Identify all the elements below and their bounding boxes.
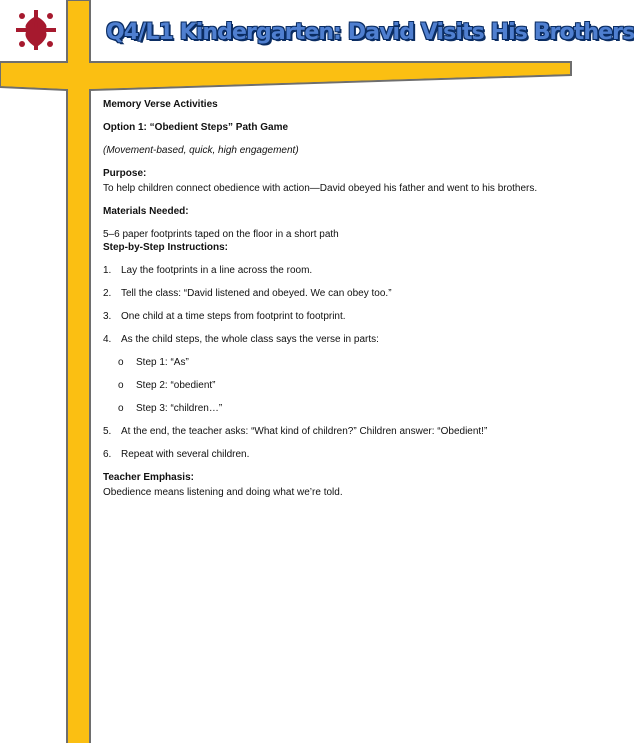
sub-step-item bbox=[103, 356, 543, 369]
step-item bbox=[103, 333, 543, 346]
page-title: Q4/L1 Kindergarten: David Visits His Brothers bbox=[106, 20, 634, 45]
materials-heading: Materials Needed: bbox=[103, 206, 189, 217]
sub-step-item bbox=[103, 402, 543, 415]
step-item bbox=[103, 425, 543, 438]
step-text: Tell the class: “David listened and obeyed. We can obey too.” bbox=[121, 288, 392, 299]
steps-heading: Step-by-Step Instructions: bbox=[103, 242, 229, 253]
emphasis-text: Obedience means listening and doing what we’re told. bbox=[103, 487, 343, 498]
step-item bbox=[103, 448, 543, 461]
purpose-text: To help children connect obedience with action—David obeyed his father and went to his brothers. bbox=[103, 183, 538, 194]
step-text: At the end, the teacher asks: “What kind of children?” Children answer: “Obedient!” bbox=[121, 426, 488, 437]
step-number: 3. bbox=[103, 311, 112, 322]
sub-step-text: Step 3: “children…” bbox=[136, 403, 223, 414]
step-number: 1. bbox=[103, 265, 112, 276]
step-number: 6. bbox=[103, 449, 112, 460]
sub-bullet: o bbox=[118, 380, 124, 391]
step-item bbox=[103, 310, 543, 323]
step-item bbox=[103, 264, 543, 277]
step-item bbox=[103, 287, 543, 300]
materials-text: 5–6 paper footprints taped on the floor in a short path bbox=[103, 229, 339, 240]
step-number: 5. bbox=[103, 426, 112, 437]
sub-bullet: o bbox=[118, 357, 124, 368]
step-text: One child at a time steps from footprint to footprint. bbox=[121, 311, 346, 322]
step-text: Lay the footprints in a line across the room. bbox=[121, 265, 313, 276]
emphasis-heading: Teacher Emphasis: bbox=[103, 472, 194, 483]
step-text: As the child steps, the whole class says the verse in parts: bbox=[121, 334, 379, 345]
step-number: 4. bbox=[103, 334, 112, 345]
step-number: 2. bbox=[103, 288, 112, 299]
section-title: Memory Verse Activities bbox=[103, 99, 218, 110]
sub-bullet: o bbox=[118, 403, 124, 414]
document-body bbox=[103, 98, 543, 509]
sub-step-item bbox=[103, 379, 543, 392]
sub-step-text: Step 1: “As” bbox=[136, 357, 189, 368]
option-title: Option 1: “Obedient Steps” Path Game bbox=[103, 122, 289, 133]
purpose-heading: Purpose: bbox=[103, 168, 147, 179]
cross-flame-logo-icon bbox=[14, 8, 58, 52]
step-text: Repeat with several children. bbox=[121, 449, 250, 460]
sub-step-text: Step 2: “obedient” bbox=[136, 380, 216, 391]
option-note: (Movement-based, quick, high engagement) bbox=[103, 145, 299, 156]
